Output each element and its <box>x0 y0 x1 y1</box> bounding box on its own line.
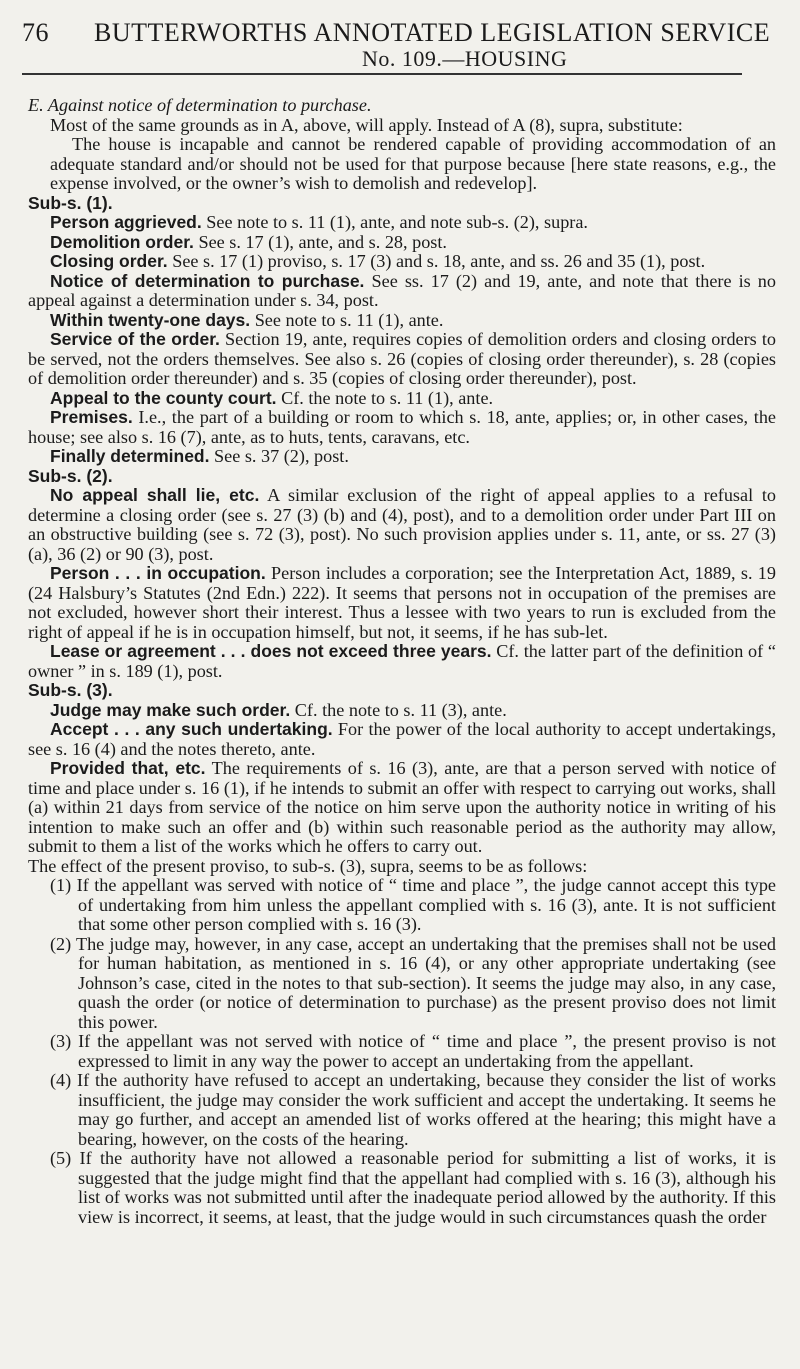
note: Person aggrieved. See note to s. 11 (1), ante, and note sub-s. (2), supra. <box>50 212 588 232</box>
note-head: Person aggrieved. <box>50 212 202 232</box>
note-head: Premises. <box>50 407 133 427</box>
paragraph: The effect of the present proviso, to sub-s. (3), supra, seems to be as follows: <box>28 855 588 876</box>
list-item: (1) If the appellant was served with notice of “ time and place ”, the judge cannot accept this type of undertaking from him unless the appellant complied with s. 16 (3), ante. It is not sufficient that some other person complied with s. 16 (3). <box>50 875 776 934</box>
note: Demolition order. See s. 17 (1), ante, and s. 28, post. <box>50 231 447 252</box>
note: Judge may make such order. Cf. the note to s. 11 (3), ante. <box>50 699 507 720</box>
section-heading: Sub-s. (3). <box>28 680 113 700</box>
section-heading: Sub-s. (2). <box>28 465 113 486</box>
note-head: Service of the order. <box>50 329 220 349</box>
series-title: BUTTERWORTHS ANNOTATED LEGISLATION SERVICE <box>94 18 771 47</box>
note-head: No appeal shall lie, etc. <box>50 485 260 505</box>
note: Lease or agreement . . . does not exceed three years. Cf. the latter part of the definition of “ owner ” in s. 189 (1), post. <box>28 641 776 681</box>
note-head: Within twenty-one days. <box>50 309 251 330</box>
subheading-e: E. Against notice of determination to purchase. <box>28 95 372 115</box>
list-item: (4) If the authority have refused to accept an undertaking, because they consider the list of works insufficient, the judge may consider the work sufficient and accept the undertaking. It seems he may go further, and accept an amended list of works offered at the hearing; this might have a bearing, however, on the costs of the hearing. <box>50 1070 776 1149</box>
note: No appeal shall lie, etc. A similar exclusion of the right of appeal applies to a refusal to determine a closing order (see s. 27 (3) (b) and (4), post), and to a demolition order under Part III on an obstructive building (see s. 72 (3), post). No such provision applies under s. 11, ante, or ss. 27 (3) (a), 36 (2) or 90 (3), post. <box>28 485 777 564</box>
note-head: Demolition order. <box>50 231 194 252</box>
note: Service of the order. Section 19, ante, requires copies of demolition orders and closing orders to be served, not the orders themselves. See also s. 26 (copies of closing order thereunder), s. 28 (copies of demolition order thereunder) and s. 35 (copies of closing order thereunder), post. <box>28 329 776 388</box>
statute-title: No. 109.—HOUSING <box>362 46 568 71</box>
note: Closing order. See s. 17 (1) proviso, s. 17 (3) and s. 18, ante, and ss. 26 and 35 (1), post. <box>50 251 706 271</box>
list-item: (2) The judge may, however, in any case, accept an undertaking that the premises shall not be used for human habitation, as mentioned in s. 16 (4), or any other appropriate undertaking (see Johnson’s case, cited in the notes to that sub-section). It seems the judge may also, in any case, quash the order (or notice of determination to purchase) as the present proviso does not limit this power. <box>50 933 776 1032</box>
note-head: Accept . . . any such undertaking. <box>50 719 333 739</box>
note-head: Finally determined. <box>50 446 210 466</box>
note: Provided that, etc. The requirements of s. 16 (3), ante, are that a person served with notice of time and place under s. 16 (1), if he intends to submit an offer with respect to carrying out works, shall (a) within 21 days from service of the notice on him serve upon the authority notice in writing of his intention to make such an offer and (b) within such reasonable period as the authority may allow, submit to them a list of the works which he offers to carry out. <box>28 758 777 856</box>
note-head: Person . . . in occupation. <box>50 563 266 583</box>
note-head: Appeal to the county court. <box>50 387 277 408</box>
list-item: (5) If the authority have not allowed a reasonable period for submitting a list of works, it is suggested that the judge might find that the appellant had complied with s. 16 (3), although his list of works was not submitted until after the inadequate period allowed by the authority. If this view is incorrect, it seems, at least, that the judge would in such circumstances quash the order <box>50 1148 776 1227</box>
note-head: Closing order. <box>50 251 168 271</box>
note-head: Lease or agreement . . . does not exceed three years. <box>50 641 492 661</box>
note: Accept . . . any such undertaking. For the power of the local authority to accept undertakings, see s. 16 (4) and the notes thereto, ante. <box>28 719 776 759</box>
quoted-ground: The house is incapable and cannot be rendered capable of providing accommodation of an adequate standard and/or should not be used for that purpose because [here state reasons, e.g., the expense involved, or the owner’s wish to demolish and redevelop]. <box>50 134 776 193</box>
page-number: 76 <box>22 18 49 47</box>
note: Finally determined. See s. 37 (2), post. <box>50 446 349 466</box>
annotation-body <box>28 96 776 1227</box>
section-heading: Sub-s. (1). <box>28 192 113 213</box>
note: Notice of determination to purchase. See ss. 17 (2) and 19, ante, and note that there is no appeal against a determination under s. 34, post. <box>28 270 776 310</box>
note: Appeal to the county court. Cf. the note to s. 11 (1), ante. <box>50 387 494 408</box>
note: Within twenty-one days. See note to s. 11 (1), ante. <box>50 309 444 330</box>
note: Premises. I.e., the part of a building or room to which s. 18, ante, applies; or, in other cases, the house; see also s. 16 (7), ante, as to huts, tents, caravans, etc. <box>28 407 776 447</box>
note-head: Judge may make such order. <box>50 699 291 720</box>
header-rule <box>22 73 742 75</box>
running-header <box>22 18 771 72</box>
note-head: Notice of determination to purchase. <box>50 270 365 291</box>
note-head: Provided that, etc. <box>50 758 206 778</box>
paragraph: Most of the same grounds as in A, above, will apply. Instead of A (8), supra, substitute: <box>50 114 683 135</box>
note: Person . . . in occupation. Person includes a corporation; see the Interpretation Act, 1889, s. 19 (24 Halsbury’s Statutes (2nd Edn.) 222). It seems that persons not in occupation of the premises are not excluded, however short their interest. Thus a lessee with two years to run is excluded from the right of appeal if he is in occupation himself, but not, it seems, if he has sub-let. <box>28 563 776 642</box>
list-item: (3) If the appellant was not served with notice of “ time and place ”, the present proviso is not expressed to limit in any way the power to accept an undertaking from the appellant. <box>50 1031 776 1071</box>
